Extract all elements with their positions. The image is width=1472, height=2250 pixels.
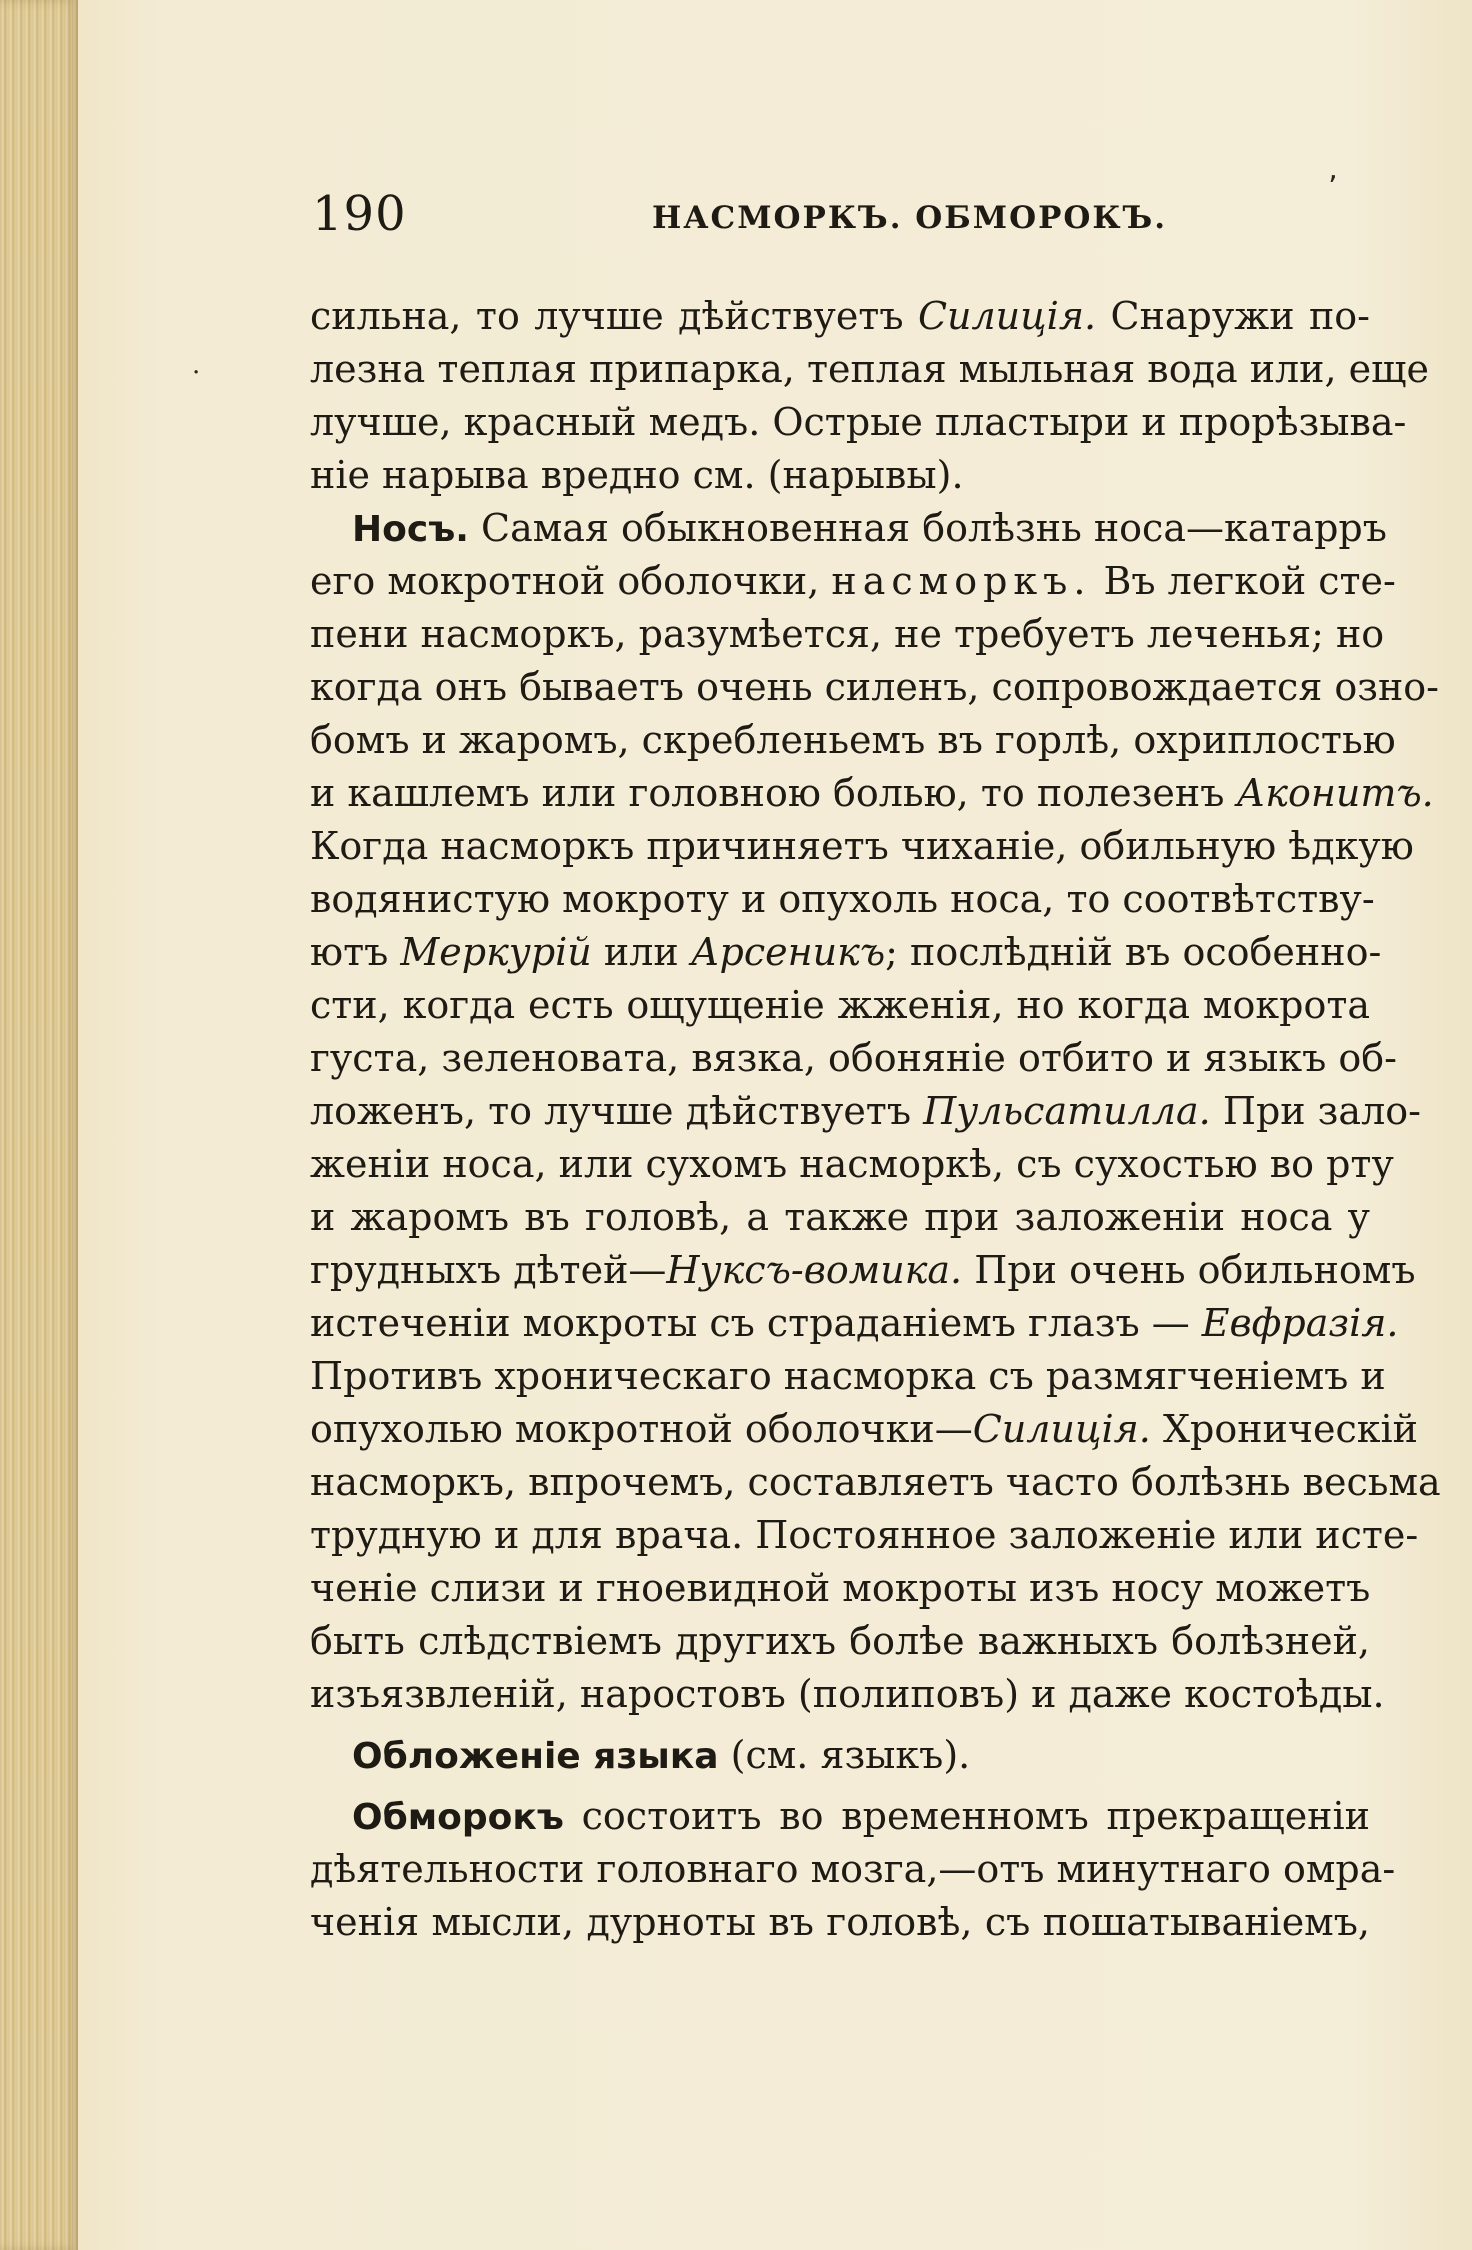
- text-line: ложенъ, то лучше дѣйствуетъ Пульсатилла. При зало-: [310, 1089, 1421, 1133]
- text-line: Противъ хроническаго насморка съ размягченіемъ и: [310, 1354, 1386, 1398]
- entry-term: Обморокъ: [352, 1797, 564, 1838]
- remedy-name: Арсеникъ: [690, 930, 886, 974]
- text-line: изъязвленій, наростовъ (полиповъ) и даже костоѣды.: [310, 1672, 1385, 1716]
- text-line: ченія мысли, дурноты въ головѣ, съ пошатываніемъ,: [310, 1900, 1370, 1944]
- text-line: его мокротной оболочки, насморкъ. Въ легкой сте-: [310, 559, 1396, 603]
- text-line: насморкъ, впрочемъ, составляетъ часто болѣзнь весьма: [310, 1460, 1441, 1504]
- text-line: быть слѣдствіемъ другихъ болѣе важныхъ болѣзней,: [310, 1619, 1370, 1663]
- text-line: бомъ и жаромъ, скребленьемъ въ горлѣ, охриплостью: [310, 718, 1396, 762]
- text-line: Когда насморкъ причиняетъ чиханіе, обильную ѣдкую: [310, 824, 1414, 868]
- text-line: и кашлемъ или головною болью, то полезенъ Аконитъ.: [310, 771, 1434, 815]
- text-line: пени насморкъ, разумѣется, не требуетъ леченья; но: [310, 612, 1385, 656]
- text-line: сти, когда есть ощущеніе жженія, но когда мокрота: [310, 983, 1370, 1027]
- text-line: и жаромъ въ головѣ, а также при заложеніи носа у: [310, 1195, 1370, 1239]
- remedy-name: Силиція.: [917, 294, 1097, 338]
- text-line: ченіе слизи и гноевидной мокроты изъ носу можетъ: [310, 1566, 1371, 1610]
- body-text: [310, 290, 1441, 1949]
- text-line: Носъ. Самая обыкновенная болѣзнь носа—катарръ: [352, 506, 1387, 550]
- text-line: Обложеніе языка (см. языкъ).: [352, 1733, 971, 1777]
- entry-obmorok: [310, 1790, 1396, 1949]
- remedy-name: Меркурій: [400, 930, 592, 974]
- entry-term: Носъ.: [352, 509, 469, 550]
- page-header: [312, 186, 1372, 256]
- remedy-name: Евфразія.: [1201, 1301, 1399, 1345]
- text-line: Обморокъ состоитъ во временномъ прекращеніи: [352, 1794, 1370, 1838]
- entry-term: Обложеніе языка: [352, 1736, 719, 1777]
- page-number: 190: [312, 186, 407, 242]
- text-line: густа, зеленовата, вязка, обоняніе отбито и языкъ об-: [310, 1036, 1397, 1080]
- entry-oblozhenie-yazyka: [310, 1729, 1370, 1782]
- text-line: опухолью мокротной оболочки—Силиція. Хроническій: [310, 1407, 1418, 1451]
- text-line: сильна, то лучше дѣйствуетъ Силиція. Снаружи по-: [310, 294, 1370, 338]
- remedy-name: Аконитъ.: [1236, 771, 1434, 815]
- text-line: грудныхъ дѣтей—Нуксъ-вомика. При очень обильномъ: [310, 1248, 1416, 1292]
- text-line: лучше, красный медъ. Острые пластыри и прорѣзыва-: [310, 400, 1407, 444]
- entry-nos: [310, 502, 1441, 1721]
- page-gutter: [0, 0, 78, 2250]
- paragraph-continuation: [310, 290, 1429, 502]
- text-line: трудную и для врача. Постоянное заложеніе или исте-: [310, 1513, 1419, 1557]
- text-line: когда онъ бываетъ очень силенъ, сопровождается озно-: [310, 665, 1440, 709]
- ink-mark: ٬: [1328, 170, 1338, 205]
- ink-dot: ·: [192, 358, 201, 388]
- text-line: истеченіи мокроты съ страданіемъ глазъ — Евфразія.: [310, 1301, 1399, 1345]
- running-title: НАСМОРКЪ. ОБМОРОКЪ.: [652, 200, 1168, 236]
- remedy-name: Силиція.: [972, 1407, 1151, 1451]
- text-line: женіи носа, или сухомъ насморкѣ, съ сухостью во рту: [310, 1142, 1394, 1186]
- text-line: ютъ Меркурій или Арсеникъ; послѣдній въ особенно-: [310, 930, 1382, 974]
- remedy-name: Пульсатилла.: [923, 1089, 1211, 1133]
- text-line: водянистую мокроту и опухоль носа, то соотвѣтству-: [310, 877, 1375, 921]
- text-line: ніе нарыва вредно см. (нарывы).: [310, 453, 964, 497]
- text-line: лезна теплая припарка, теплая мыльная вода или, еще: [310, 347, 1429, 391]
- text-line: дѣятельности головнаго мозга,—отъ минутнаго омра-: [310, 1847, 1396, 1891]
- remedy-name: Нуксъ-вомика.: [666, 1248, 963, 1292]
- emphasized-word: насморкъ.: [831, 559, 1092, 603]
